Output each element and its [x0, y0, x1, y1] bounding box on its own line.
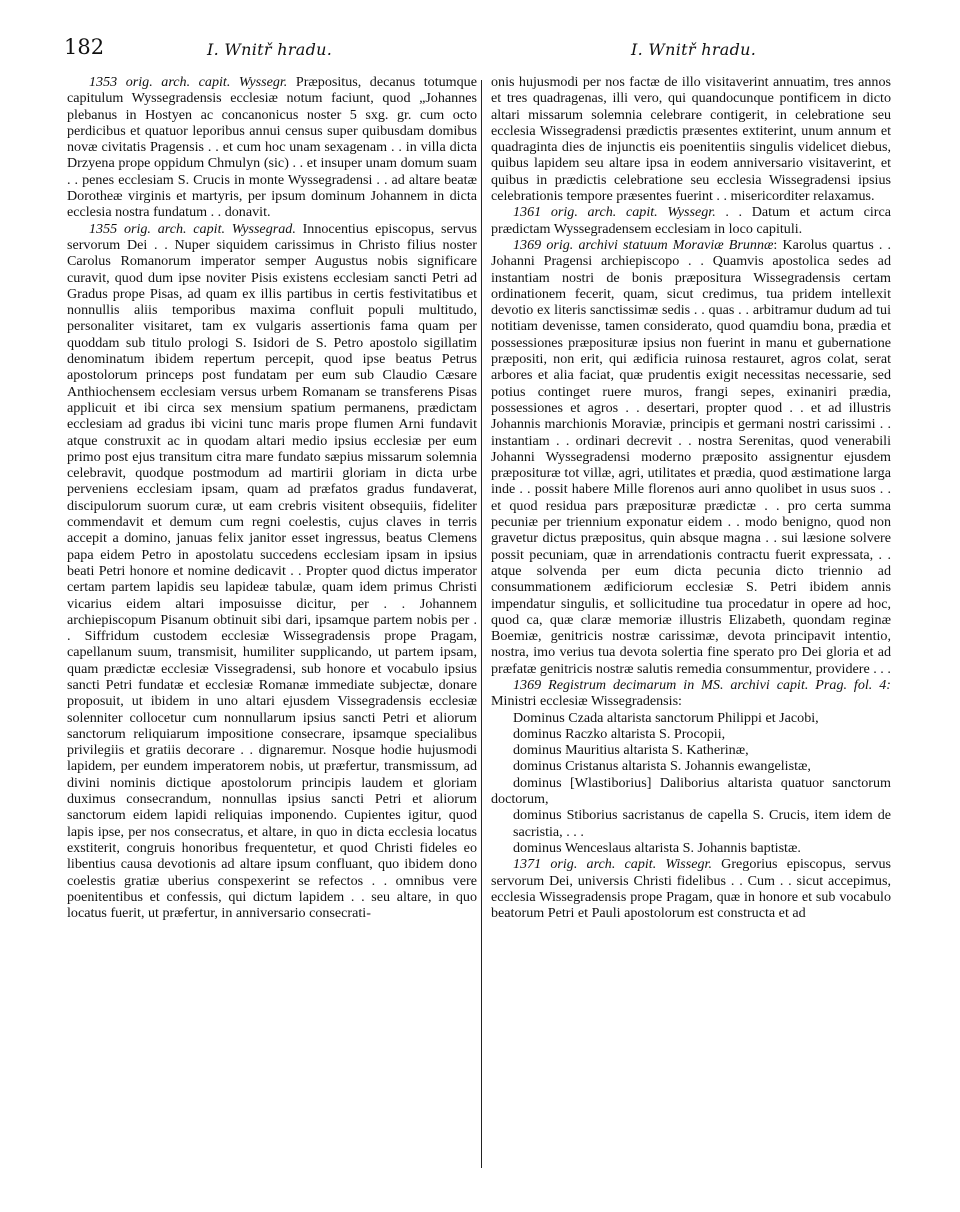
source-citation: 1355 orig. arch. capit. Wyssegrad.	[89, 220, 296, 237]
minister-item: dominus Wenceslaus altarista S. Johannis baptistæ.	[513, 839, 801, 856]
left-column	[67, 74, 477, 921]
source-citation: 1371 orig. arch. capit. Wissegr.	[513, 856, 713, 873]
source-citation: 1353 orig. arch. capit. Wyssegr.	[89, 74, 288, 90]
entry-1361	[491, 204, 891, 237]
entry-1371	[491, 856, 891, 921]
minister-item: dominus [Wlastiborius] Daliborius altarista quatuor sanctorum doctorum,	[491, 774, 891, 808]
entry-text: Innocentius episcopus, servus servorum Dei . . Nuper siquidem carissimus in Christo filius noster Carolus Romanorum imperator semper Augustus nobis significare curavit, quod dum ipse noviter Pisis existens ecclesiam sancti Petri ad Gradus prope Pisas, ad quam ex illis partibus in certis festivitatibus et nonnullis aliis temporibus maxima confluit populi multitudo, personaliter visitaret, tam ex vulgaris assertionis fama quam per quoddam sub titulo prologi S. Isidori de S. Petro apostolo sigillatim denominatum ibidem repertum percepit, quod ipse beatus Petrus apostolorum princeps post fundatam per eum sub Claudio Cæsare Anthiochensem ecclesiam versus urbem Romanam se transferens Pisas applicuit et ibi circa sex mensium spatium permanens, prædictam ecclesiam ad gradus ibi vicini tunc maris prope flumen Arni fundavit atque construxit ac in quodam altari medio ipsius ecclesiæ per eum primo post ejus transitum citra mare fundato sæpius missarum solemnia celebravit, quodque postmodum ad martirii gloriam in dicta urbe perveniens ecclesiam ipsam, quam ad præfatos gradus fundaverat, discipulorum suorum curæ, ut eam crebris visitent obsequiis, fideliter commendavit et demum cum regni coelestis, cujus claves in terris accepit a domino, januas felix janitor esset ingressus, beatus Clemens papa eidem Petro in apostolatu succedens ecclesiam ipsam in ipsius beati Petri honore et nomine dedicavit . . Propter quod dictus imperator certam partem lapidis seu lapideæ tabulæ, quam idem primus Christi vicarius eidem altari imposuisse dicitur, per . . Johannem archiepiscopum Pisanum obtinuit sibi dari, ipsamque partem nobis per . . Siffridum custodem ecclesiæ Wissegradensis prope Pragam, capellanum suum, transmisit, humiliter supplicando, ut partem ipsam, quam prædictæ ecclesiæ Vissegradensi, sub honore et vocabulo ipsius sancti Petri fundatæ et ecclesiæ Romanæ immediate subjectæ, donare proposuit, ut ibidem in uno altari ejusdem Vissegradensis ecclesiæ solenniter collocetur cum nonnullarum ipsius sancti Petri et aliorum sanctorum reliquiarum impositione consecrare, ipsamque specialibus privilegiis et gratiis decorare . . dignaremur. Nosque hodie hujusmodi lapidem, per eundem imperatorem nobis, ut præfertur, transmissum, ad divini nominis dictique apostolorum principis laudem et gloriam duximus consecrandum, nonnullas ipsius sancti Petri et aliorum sanctorum eidem lapidi reliquias imponendo. Cupientes igitur, quod lapis ipse, per nos consecratus, et altare, in quo in dicta ecclesia locatus exstiterit, congruis honoribus frequentetur, et quod Christi fideles eo libentius causa devotionis ad altare ipsum confluant, quo ibidem dono coelestis gratiæ uberius conspexerint se refectos . . omnibus vere poenitentibus et confessis, qui dictum lapidem . . seu altare, in quo locatus fuerit, ut præfertur, in anniversario consecrati-	[67, 220, 477, 922]
entry-text: Ministri ecclesiæ Wissegradensis:	[491, 693, 682, 710]
running-head-right: I. Wnitř hradu.	[631, 40, 757, 59]
source-citation: 1369 Registrum decimarum in MS. archivi capit. Prag. fol. 4:	[513, 676, 891, 693]
entry-text: Gregorius episcopus, servus servorum Dei, universis Christi fidelibus . . Cum . . sicut accepimus, ecclesia Wissegradensis prope Pragam, quæ in honore et sub vocabulo beatorum Petri et Pauli apostolorum est constructa et ad	[491, 856, 891, 922]
running-head-left: I. Wnitř hradu.	[207, 40, 333, 59]
minister-item: dominus Raczko altarista S. Procopii,	[513, 725, 726, 742]
entry-1353	[67, 74, 477, 221]
entry-1369-a	[491, 237, 891, 677]
entry-text: : Karolus quartus . . Johanni Pragensi archiepiscopo . . Quamvis apostolica sedes ad instantiam nostri de bonis præpositura Wissegradensis certam ordinationem fecerit, quam, sicut credimus, tua pridem intellexit devotio ex literis sanctissimæ sedis . . quas . . arbitramur dudum ad tui notitiam devenisse, tamen considerato, quod quamdiu bona, prædia et possessiones præposituræ ipsius non fuerint in manu et gubernatione præpositi, non erit, qui ædificia ruinosa restauret, agros colat, serat arbores et alia faciat, quæ prudentis exigit necessitas necessarie, sed potius continget ruere muros, frangi sepes, exinaniri prædia, possessiones et agros . . desertari, propter quod . . et ad illustris Johannis marchionis Moraviæ, principis et germani nostri carissimi . . instantiam . . ordinari decrevit . . nostra Serenitas, quod venerabili Johanni Wyssegradensi moderno præposito assignentur ejusdem præposituræ tot villæ, agri, utilitates et prædia, quod æstimatione larga inde . . possit habere Mille florenos auri anno quolibet in usus suos . . et quod residua pars præposituræ prædictæ . . pro certa summa pecuniæ per triennium exponatur eidem . . modo benigno, quod non gravetur dictus præpositus, quin absque magna . . sui læsione solvere possit pecuniam, quæ in arrendationis contractu fuerit expressata, . . atque solvenda per eum dicta pecunia dicto triennio ad consummationem ædificiorum ecclesiæ S. Petri ibidem annis impendatur singulis, et sollicitudine tua procedatur in opere ad hoc, quod ca, quæ claræ memoriæ illustris Elizabeth, quondam reginæ Boemiæ, genitricis nostræ carissimæ, devota principavit intentio, nostra, imo verius tua devota solertia fine sperato pro Dei gloria et ad præfatæ genitricis nostræ salutis remedia consummentur, providere . . .	[491, 236, 891, 677]
continuation-paragraph: onis hujusmodi per nos factæ de illo visitaverint annuatim, tres annos et tres quadragenas, illi vero, qui quandocunque pontificem in dicto altari missarum solemnia celebrare contigerit, in celebratione seu ecclesia Wissegradensi prædictis præsentes extiterint, unum annum et quadraginta dies de injunctis eis poenitentiis singulis videlicet diebus, quibus lapidem seu altare ipsa in eodem anniversario visitaverint, et quibus in prædictis celebratione seu ecclesia Wissegradensi ipsius celebrationis tempore præsentes fuerint . . misericorditer relaxamus.	[491, 74, 891, 205]
right-column	[491, 74, 891, 921]
minister-item: Dominus Czada altarista sanctorum Philippi et Jacobi,	[513, 709, 819, 726]
minister-item: dominus Cristanus altarista S. Johannis ewangelistæ,	[513, 758, 811, 775]
page-number: 182	[64, 35, 105, 59]
minister-item: dominus Stiborius sacristanus de capella S. Crucis, item idem de sacristia, . . .	[513, 807, 891, 840]
column-rule	[481, 80, 482, 1168]
entry-1369-b	[491, 677, 891, 710]
entry-1355	[67, 221, 477, 922]
source-citation: 1361 orig. arch. capit. Wyssegr.	[513, 204, 716, 221]
entry-text: . . Datum et actum circa prædictam Wyssegradensem ecclesiam in loco capituli.	[491, 204, 892, 237]
minister-item: dominus Mauritius altarista S. Katherinæ,	[513, 742, 749, 759]
source-citation: 1369 orig. archivi statuum Moraviæ Brunnæ	[513, 236, 774, 253]
entry-text: Præpositus, decanus totumque capitulum Wyssegradensis ecclesiæ notum faciunt, quod „Johannes plebanus in Hostyen ac concanonicus noster 5 sxg. gr. cum octo perdicibus et quatuor leporibus annui census super quibusdam domibus novæ civitatis Pragensis . . et cum hoc unam sexagenam . . in villa dicta Drzyena prope oppidum Chmulyn (sic) . . et insuper unam domum suam . . penes ecclesiam S. Crucis in monte Wyssegradensi . . ad altare beatæ Dorotheæ virginis et martyris, per ipsum dominum Johannem in dicta ecclesia nostra fundatum . . donavit.	[67, 74, 477, 221]
